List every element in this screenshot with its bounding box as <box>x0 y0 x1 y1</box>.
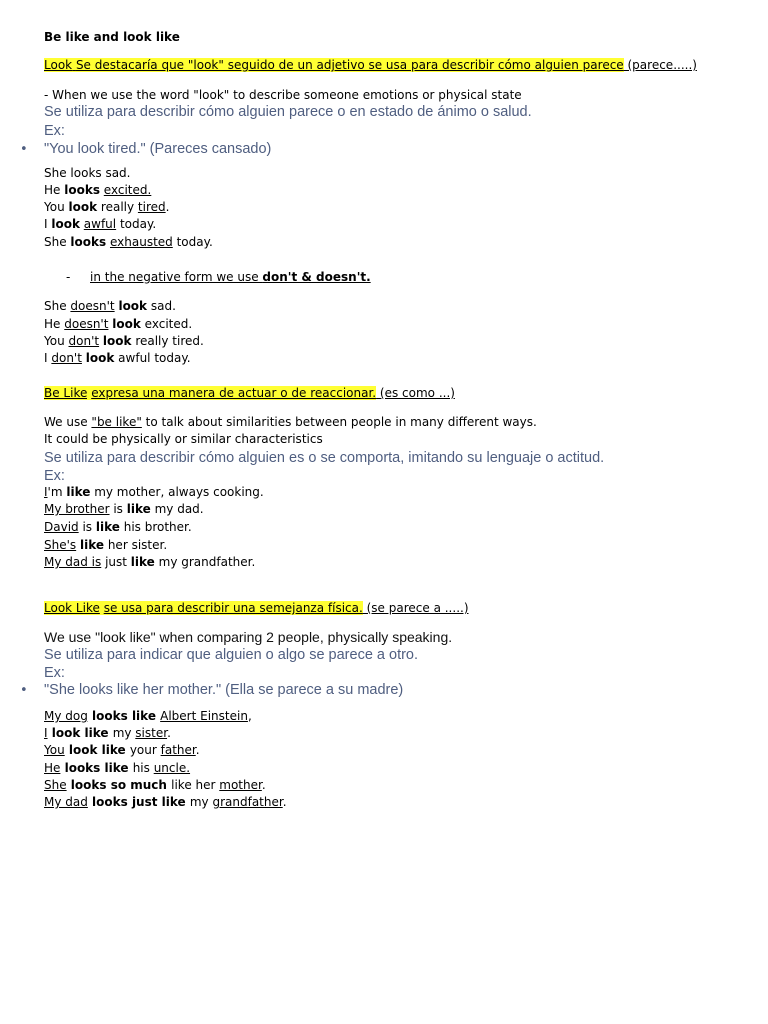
bullet-icon: • <box>20 142 28 157</box>
section-look-spanish: Se utiliza para describir cómo alguien parece o en estado de ánimo o salud. <box>44 104 532 120</box>
section-look-ex-label: Ex: <box>44 123 65 139</box>
list-item: You look like your father. <box>44 743 200 757</box>
section-be-like-desc: We use "be like" to talk about similarities between people in many different ways. <box>44 415 537 429</box>
list-item: My dad is just like my grandfather. <box>44 555 256 569</box>
section-look-like-spanish: Se utiliza para indicar que alguien o algo se parece a otro. <box>44 647 419 663</box>
section-be-like-ex-label: Ex: <box>44 468 65 484</box>
section-look-desc: - When we use the word "look" to describe someone emotions or physical state <box>44 88 522 102</box>
dash-marker: - <box>66 270 71 284</box>
list-item: She looks exhausted today. <box>44 235 213 249</box>
section-look-example: "You look tired." (Pareces cansado) <box>44 141 272 157</box>
section-look-like-example: "She looks like her mother." (Ella se parece a su madre) <box>44 682 404 698</box>
list-item: My dog looks like Albert Einstein, <box>44 709 252 723</box>
section-look-like-ex-label: Ex: <box>44 665 65 681</box>
list-item: She looks sad. <box>44 166 131 180</box>
list-item: She's like her sister. <box>44 538 168 552</box>
section-be-like-spanish: Se utiliza para describir cómo alguien es o se comporta, imitando su lenguaje o actitud. <box>44 450 605 466</box>
list-item: My dad looks just like my grandfather. <box>44 795 287 809</box>
doc-title: Be like and look like <box>44 30 180 44</box>
list-item: He looks excited. <box>44 183 152 197</box>
list-item: David is like his brother. <box>44 520 192 534</box>
list-item: I don't look awful today. <box>44 351 191 365</box>
list-item: She looks so much like her mother. <box>44 778 266 792</box>
list-item: She doesn't look sad. <box>44 299 176 313</box>
section-look-like-heading: Look Like se usa para describir una semejanza física. (se parece a .....) <box>44 601 469 615</box>
list-item: I look like my sister. <box>44 726 171 740</box>
section-be-like-heading: Be Like expresa una manera de actuar o de reaccionar. (es como ...) <box>44 386 455 400</box>
list-item: He doesn't look excited. <box>44 317 193 331</box>
list-item: You don't look really tired. <box>44 334 204 348</box>
negative-form-note: in the negative form we use don't & doesn't. <box>90 270 371 284</box>
list-item: You look really tired. <box>44 200 170 214</box>
list-item: He looks like his uncle. <box>44 761 191 775</box>
section-be-like-desc2: It could be physically or similar characteristics <box>44 432 323 446</box>
list-item: My brother is like my dad. <box>44 502 204 516</box>
section-look-like-desc: We use "look like" when comparing 2 people, physically speaking. <box>44 629 453 645</box>
list-item: I look awful today. <box>44 217 157 231</box>
bullet-icon: • <box>20 683 28 698</box>
section-look-heading: Look Se destacaría que "look" seguido de un adjetivo se usa para describir cómo alguien parece (parece.....) <box>44 58 697 72</box>
list-item: I'm like my mother, always cooking. <box>44 485 264 499</box>
